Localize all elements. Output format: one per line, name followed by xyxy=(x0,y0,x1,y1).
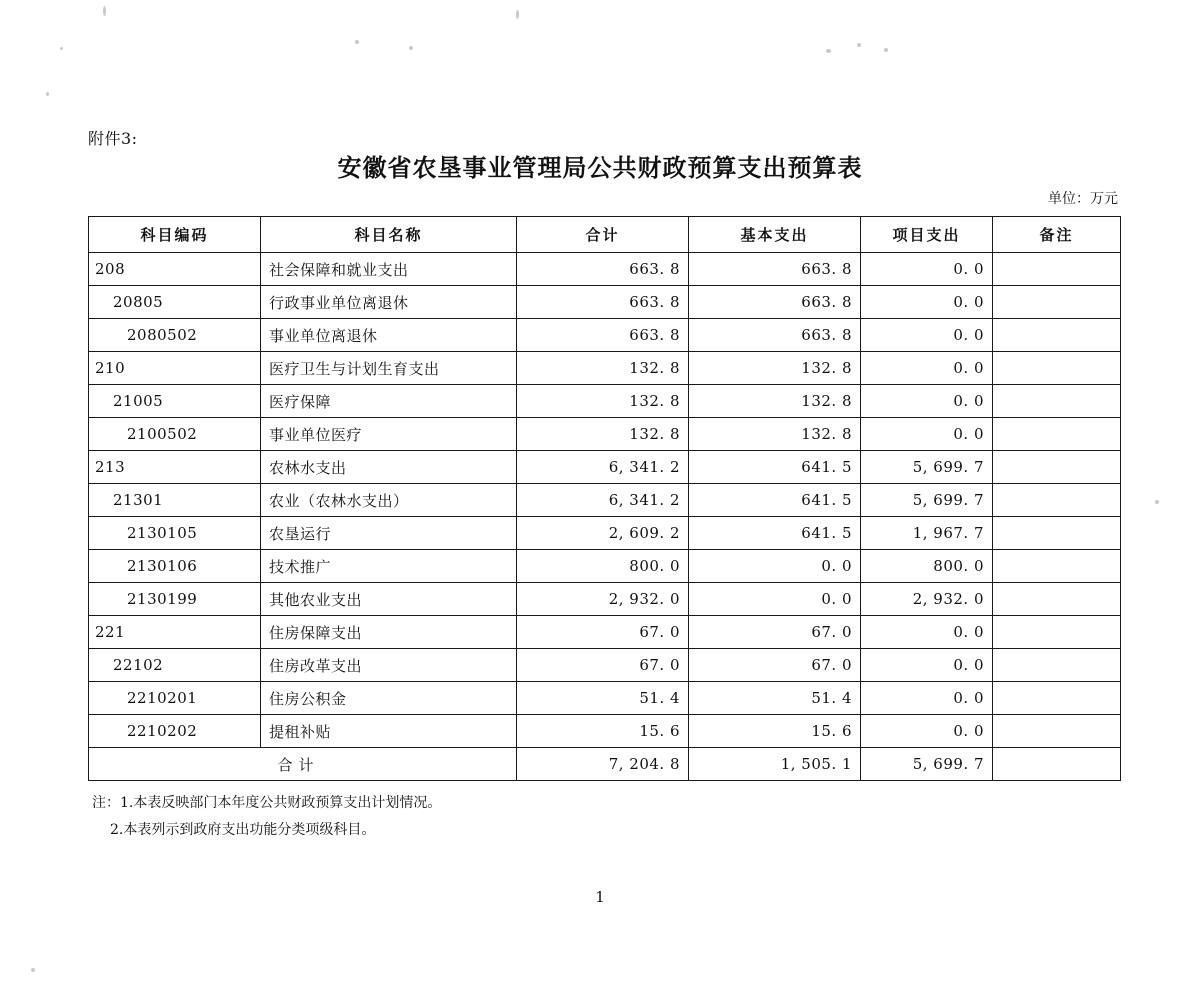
scan-speck xyxy=(409,46,413,50)
unit-note: 单位：万元 xyxy=(1048,191,1118,207)
attachment-label: 附件3: xyxy=(88,129,138,148)
cell-code: 2100502 xyxy=(89,418,261,451)
column-header-total: 合计 xyxy=(517,217,689,253)
table-row xyxy=(89,715,1121,748)
cell-basic: 663. 8 xyxy=(689,286,861,319)
footnote-1: 注：1.本表反映部门本年度公共财政预算支出计划情况。 xyxy=(92,795,442,811)
page-title: 安徽省农垦事业管理局公共财政预算支出预算表 xyxy=(337,153,863,182)
cell-name: 住房保障支出 xyxy=(261,616,517,649)
footnote-2: 2.本表列示到政府支出功能分类项级科目。 xyxy=(110,821,376,838)
cell-total: 6, 341. 2 xyxy=(517,484,689,517)
cell-note xyxy=(993,352,1121,385)
table-row xyxy=(89,484,1121,517)
cell-name: 住房公积金 xyxy=(261,682,517,715)
cell-note xyxy=(993,616,1121,649)
scan-speck xyxy=(60,47,63,50)
cell-total: 67. 0 xyxy=(517,616,689,649)
table-row xyxy=(89,649,1121,682)
cell-project: 0. 0 xyxy=(861,616,993,649)
cell-total: 2, 932. 0 xyxy=(517,583,689,616)
cell-code: 2210202 xyxy=(89,715,261,748)
cell-basic: 132. 8 xyxy=(689,418,861,451)
footnotes xyxy=(92,790,441,843)
cell-total: 132. 8 xyxy=(517,352,689,385)
cell-name: 农业（农林水支出） xyxy=(261,484,517,517)
cell-note xyxy=(993,550,1121,583)
cell-name: 农林水支出 xyxy=(261,451,517,484)
table-header-row xyxy=(89,217,1121,253)
budget-table xyxy=(88,216,1121,781)
cell-project: 0. 0 xyxy=(861,418,993,451)
cell-name: 农垦运行 xyxy=(261,517,517,550)
cell-basic: 641. 5 xyxy=(689,484,861,517)
cell-project: 5, 699. 7 xyxy=(861,748,993,781)
cell-basic: 1, 505. 1 xyxy=(689,748,861,781)
cell-project: 0. 0 xyxy=(861,682,993,715)
cell-name: 住房改革支出 xyxy=(261,649,517,682)
cell-code: 210 xyxy=(89,352,261,385)
scan-speck xyxy=(355,40,359,44)
cell-basic: 132. 8 xyxy=(689,385,861,418)
cell-note xyxy=(993,748,1121,781)
cell-note xyxy=(993,286,1121,319)
cell-code: 208 xyxy=(89,253,261,286)
cell-project: 0. 0 xyxy=(861,649,993,682)
column-header-project: 项目支出 xyxy=(861,217,993,253)
cell-note xyxy=(993,649,1121,682)
scan-speck xyxy=(31,968,35,972)
cell-total: 51. 4 xyxy=(517,682,689,715)
table-row xyxy=(89,352,1121,385)
cell-project: 800. 0 xyxy=(861,550,993,583)
cell-basic: 67. 0 xyxy=(689,649,861,682)
cell-note xyxy=(993,517,1121,550)
cell-code: 2210201 xyxy=(89,682,261,715)
cell-project: 0. 0 xyxy=(861,385,993,418)
cell-total-label: 合计 xyxy=(89,748,517,781)
cell-note xyxy=(993,253,1121,286)
cell-total: 663. 8 xyxy=(517,253,689,286)
cell-total: 132. 8 xyxy=(517,385,689,418)
table-total-row xyxy=(89,748,1121,781)
cell-note xyxy=(993,418,1121,451)
cell-project: 0. 0 xyxy=(861,352,993,385)
table-row xyxy=(89,682,1121,715)
cell-code: 2130105 xyxy=(89,517,261,550)
cell-total: 663. 8 xyxy=(517,286,689,319)
cell-code: 2080502 xyxy=(89,319,261,352)
cell-code: 213 xyxy=(89,451,261,484)
cell-total: 800. 0 xyxy=(517,550,689,583)
cell-note xyxy=(993,682,1121,715)
cell-basic: 0. 0 xyxy=(689,583,861,616)
scan-speck xyxy=(826,49,831,53)
cell-basic: 663. 8 xyxy=(689,319,861,352)
cell-basic: 0. 0 xyxy=(689,550,861,583)
scan-speck xyxy=(103,6,106,16)
table-row xyxy=(89,616,1121,649)
cell-project: 2, 932. 0 xyxy=(861,583,993,616)
cell-code: 22102 xyxy=(89,649,261,682)
cell-note xyxy=(993,319,1121,352)
table-row xyxy=(89,583,1121,616)
cell-total: 67. 0 xyxy=(517,649,689,682)
cell-name: 技术推广 xyxy=(261,550,517,583)
column-header-note: 备注 xyxy=(993,217,1121,253)
cell-project: 5, 699. 7 xyxy=(861,484,993,517)
cell-note xyxy=(993,385,1121,418)
column-header-name: 科目名称 xyxy=(261,217,517,253)
cell-total: 663. 8 xyxy=(517,319,689,352)
cell-code: 21005 xyxy=(89,385,261,418)
cell-project: 1, 967. 7 xyxy=(861,517,993,550)
cell-project: 0. 0 xyxy=(861,253,993,286)
cell-name: 医疗保障 xyxy=(261,385,517,418)
cell-basic: 51. 4 xyxy=(689,682,861,715)
scan-speck xyxy=(46,92,49,96)
cell-name: 其他农业支出 xyxy=(261,583,517,616)
scan-speck xyxy=(1155,500,1159,504)
cell-total: 2, 609. 2 xyxy=(517,517,689,550)
cell-project: 0. 0 xyxy=(861,286,993,319)
table-row xyxy=(89,550,1121,583)
column-header-basic: 基本支出 xyxy=(689,217,861,253)
scan-speck xyxy=(884,48,888,52)
page-number: 1 xyxy=(595,888,605,906)
cell-note xyxy=(993,715,1121,748)
cell-code: 2130199 xyxy=(89,583,261,616)
cell-name: 社会保障和就业支出 xyxy=(261,253,517,286)
table-row xyxy=(89,517,1121,550)
cell-total: 7, 204. 8 xyxy=(517,748,689,781)
scan-speck xyxy=(516,10,519,19)
column-header-code: 科目编码 xyxy=(89,217,261,253)
cell-basic: 15. 6 xyxy=(689,715,861,748)
cell-note xyxy=(993,583,1121,616)
cell-code: 2130106 xyxy=(89,550,261,583)
cell-name: 行政事业单位离退休 xyxy=(261,286,517,319)
cell-name: 事业单位离退休 xyxy=(261,319,517,352)
cell-name: 医疗卫生与计划生育支出 xyxy=(261,352,517,385)
cell-note xyxy=(993,451,1121,484)
table-row xyxy=(89,319,1121,352)
table-row xyxy=(89,418,1121,451)
table-row xyxy=(89,451,1121,484)
cell-basic: 132. 8 xyxy=(689,352,861,385)
table-row xyxy=(89,286,1121,319)
cell-name: 事业单位医疗 xyxy=(261,418,517,451)
cell-basic: 641. 5 xyxy=(689,451,861,484)
cell-code: 20805 xyxy=(89,286,261,319)
cell-total: 6, 341. 2 xyxy=(517,451,689,484)
table-row xyxy=(89,253,1121,286)
cell-basic: 663. 8 xyxy=(689,253,861,286)
cell-basic: 67. 0 xyxy=(689,616,861,649)
cell-project: 0. 0 xyxy=(861,715,993,748)
cell-note xyxy=(993,484,1121,517)
scan-speck xyxy=(857,43,861,47)
cell-project: 5, 699. 7 xyxy=(861,451,993,484)
table-row xyxy=(89,385,1121,418)
cell-total: 132. 8 xyxy=(517,418,689,451)
cell-code: 221 xyxy=(89,616,261,649)
cell-basic: 641. 5 xyxy=(689,517,861,550)
cell-project: 0. 0 xyxy=(861,319,993,352)
cell-name: 提租补贴 xyxy=(261,715,517,748)
cell-code: 21301 xyxy=(89,484,261,517)
cell-total: 15. 6 xyxy=(517,715,689,748)
